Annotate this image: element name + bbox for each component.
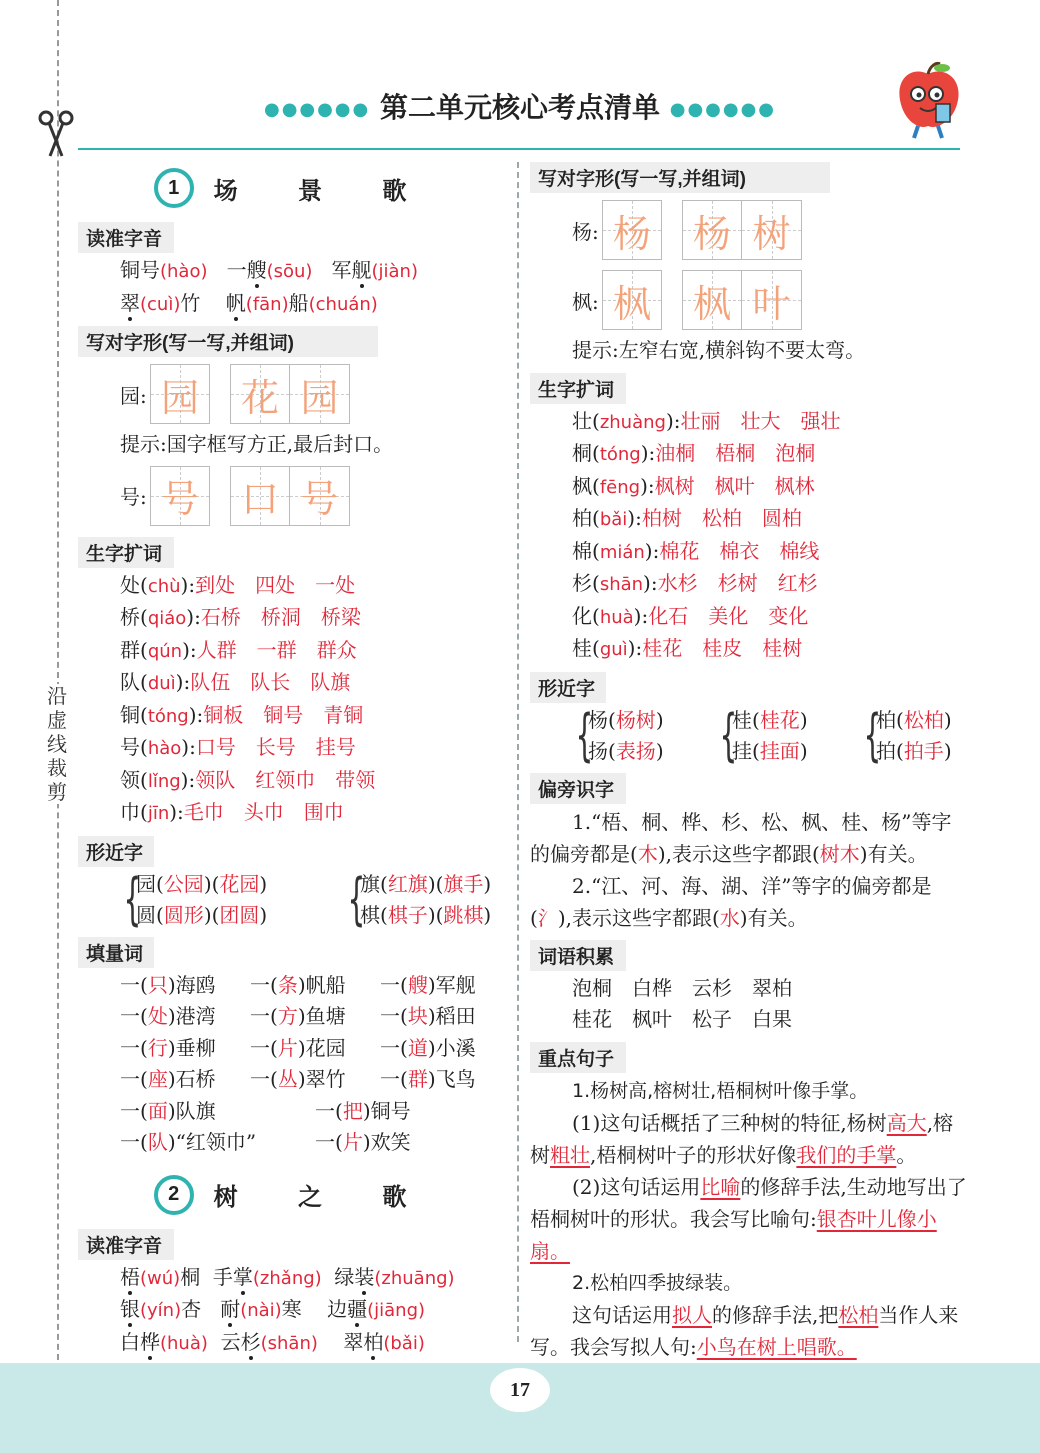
right-column: [530, 156, 968, 1363]
dots-left: ●●●●●●: [263, 99, 371, 120]
header-rule: [78, 148, 960, 150]
lesson1-badge: 1: [154, 168, 194, 208]
pinyin-line: 白桦(huà) 云杉(shān) 翠柏(bǎi): [120, 1329, 425, 1354]
pinyin-line: 梧(wú)桐 手掌(zhǎng) 绿装(zhuāng): [120, 1264, 455, 1289]
writing-cell: 园: [150, 364, 210, 424]
expand-row: 号(hào):口号 长号 挂号: [120, 735, 356, 759]
writing-grid-row: 枫: 枫 枫 叶: [530, 265, 968, 335]
measure-row: 一(只)海鸥 一(条)帆船 一(艘)军舰: [120, 972, 476, 997]
writing-cell: 叶: [742, 270, 802, 330]
expand-row: 群(qún):人群 一群 群众: [120, 637, 357, 662]
expand-row: 巾(jīn):毛巾 头巾 围巾: [120, 800, 344, 824]
writing-cell: 枫: [682, 270, 742, 330]
lesson1-title: [78, 160, 508, 216]
expand-row: 桥(qiáo):石桥 桥洞 桥梁: [120, 605, 361, 629]
section-heading: 形近字: [78, 836, 154, 867]
section-heading: 形近字: [530, 672, 606, 703]
section-heading: 重点句子: [530, 1042, 626, 1073]
writing-cell: 花: [230, 364, 290, 424]
section-heading: 读准字音: [78, 1229, 174, 1260]
section-heading: 填量词: [78, 937, 154, 968]
apple-mascot-icon: [892, 60, 964, 140]
left-column: [78, 160, 508, 1359]
dots-right: ●●●●●●: [669, 99, 776, 120]
radical-paragraph-2: 2.“江、河、海、湖、洋”等字的偏旁都是(氵),表示这些字都跟(水)有关。: [530, 873, 932, 930]
section-heading: 生字扩词: [530, 373, 626, 404]
page-number: 17: [490, 1368, 550, 1412]
key-sentence-2: 2.松柏四季披绿装。: [572, 1271, 743, 1294]
title-text: 第二单元核心考点清单: [379, 91, 660, 124]
writing-cell: 口: [230, 466, 290, 526]
measure-row: 一(座)石桥 一(丛)翠竹 一(群)飞鸟: [120, 1067, 476, 1091]
expand-row: 桐(tóng):油桐 梧桐 泡桐: [572, 441, 816, 465]
cut-instruction: 沿 虚 线 裁 剪: [44, 684, 70, 804]
expand-row: 桂(guì):桂花 桂皮 桂树: [572, 636, 803, 660]
pinyin-line: 银(yín)杏 耐(nài)寒 边疆(jiāng): [120, 1297, 426, 1321]
measure-word-list: [78, 970, 508, 1159]
section-heading: 生字扩词: [78, 537, 174, 568]
writing-cell: 号: [290, 466, 350, 526]
key-analysis-2: (2)这句话运用比喻的修辞手法,生动地写出了梧桐树叶的形状。我会写比喻句:银杏叶儿像小扇。: [530, 1174, 967, 1263]
writing-grid-row: 号: 号 口 号: [78, 461, 508, 531]
similar-chars: { 园(公园)(花园) 圆(圆形)(团圆) { 旗(红旗)(旗手) 棋(棋子)(跳棋): [123, 866, 492, 932]
vocab-line: 泡桐 白桦 云杉 翠柏: [572, 975, 792, 1000]
writing-cell: 号: [150, 466, 210, 526]
writing-cell: 树: [742, 200, 802, 260]
measure-row: 一(队)“红领巾” 一(片)欢笑: [120, 1130, 411, 1154]
section-heading: 写对字形(写一写,并组词): [78, 326, 378, 357]
page-title: [0, 86, 1040, 126]
expand-row: 处(chù):到处 四处 一处: [120, 572, 356, 597]
expand-row: 铜(tóng):铜板 铜号 青铜: [120, 702, 364, 727]
writing-grid-row: 杨: 杨 杨 树: [530, 195, 968, 265]
expand-list: [530, 406, 968, 666]
lesson1-title-text: 场 景 歌: [213, 175, 433, 205]
section-heading: 写对字形(写一写,并组词): [530, 162, 830, 193]
radical-paragraph-1: 1.“梧、桐、桦、杉、松、枫、桂、杨”等字的偏旁都是(木),表示这些字都跟(树木)有关。: [530, 809, 952, 866]
tip-text: 提示:左窄右宽,横斜钩不要太弯。: [572, 338, 866, 362]
writing-cell: 园: [290, 364, 350, 424]
measure-row: 一(处)港湾 一(方)鱼塘 一(块)稻田: [120, 1004, 476, 1028]
writing-grid-row: 园: 园 花 园: [78, 359, 508, 429]
pinyin-line: 铜号(hào) 一艘(sōu) 军舰(jiàn): [120, 258, 418, 282]
expand-row: 壮(zhuàng):壮丽 壮大 强壮: [572, 408, 841, 433]
writing-cell: 杨: [682, 200, 742, 260]
expand-list: [78, 570, 508, 830]
writing-cell: 杨: [602, 200, 662, 260]
measure-row: 一(面)队旗 一(把)铜号: [120, 1098, 411, 1123]
lesson2-title: [78, 1167, 508, 1223]
measure-row: 一(行)垂柳 一(片)花园 一(道)小溪: [120, 1035, 476, 1060]
writing-cell: 枫: [602, 270, 662, 330]
section-heading: 读准字音: [78, 222, 174, 253]
section-heading: 偏旁识字: [530, 773, 626, 804]
key-analysis-1: (1)这句话概括了三种树的特征,杨树高大,榕树粗壮,梧桐树叶子的形状好像我们的手掌。: [530, 1110, 954, 1167]
lesson2-title-text: 树 之 歌: [213, 1182, 433, 1211]
lesson2-badge: 2: [154, 1175, 194, 1215]
expand-row: 化(huà):化石 美化 变化: [572, 603, 809, 628]
key-analysis-3: 这句话运用拟人的修辞手法,把松柏当作人来写。我会写拟人句:小鸟在树上唱歌。: [530, 1302, 959, 1359]
expand-row: 柏(bǎi):柏树 松柏 圆柏: [572, 506, 802, 530]
column-divider: [517, 162, 519, 1342]
vocab-line: 桂花 枫叶 松子 白果: [572, 1007, 792, 1031]
expand-row: 棉(mián):棉花 棉衣 棉线: [572, 538, 820, 563]
expand-row: 枫(fēng):枫树 枫叶 枫林: [572, 473, 815, 498]
expand-row: 领(lǐng):领队 红领巾 带领: [120, 767, 376, 792]
tip-text: 提示:国字框写方正,最后封口。: [120, 432, 394, 456]
expand-row: 杉(shān):水杉 杉树 红杉: [572, 571, 818, 595]
similar-chars: { 杨(杨树) 扬(表扬) { 桂(桂花) 挂(挂面) { 柏(松柏) 拍(拍手): [575, 702, 952, 768]
pinyin-line: 翠(cuì)竹 帆(fān)船(chuán): [120, 290, 378, 315]
section-heading: 词语积累: [530, 940, 626, 971]
key-sentence-1: 1.杨树高,榕树壮,梧桐树叶像手掌。: [572, 1079, 869, 1102]
expand-row: 队(duì):队伍 队长 队旗: [120, 670, 351, 694]
